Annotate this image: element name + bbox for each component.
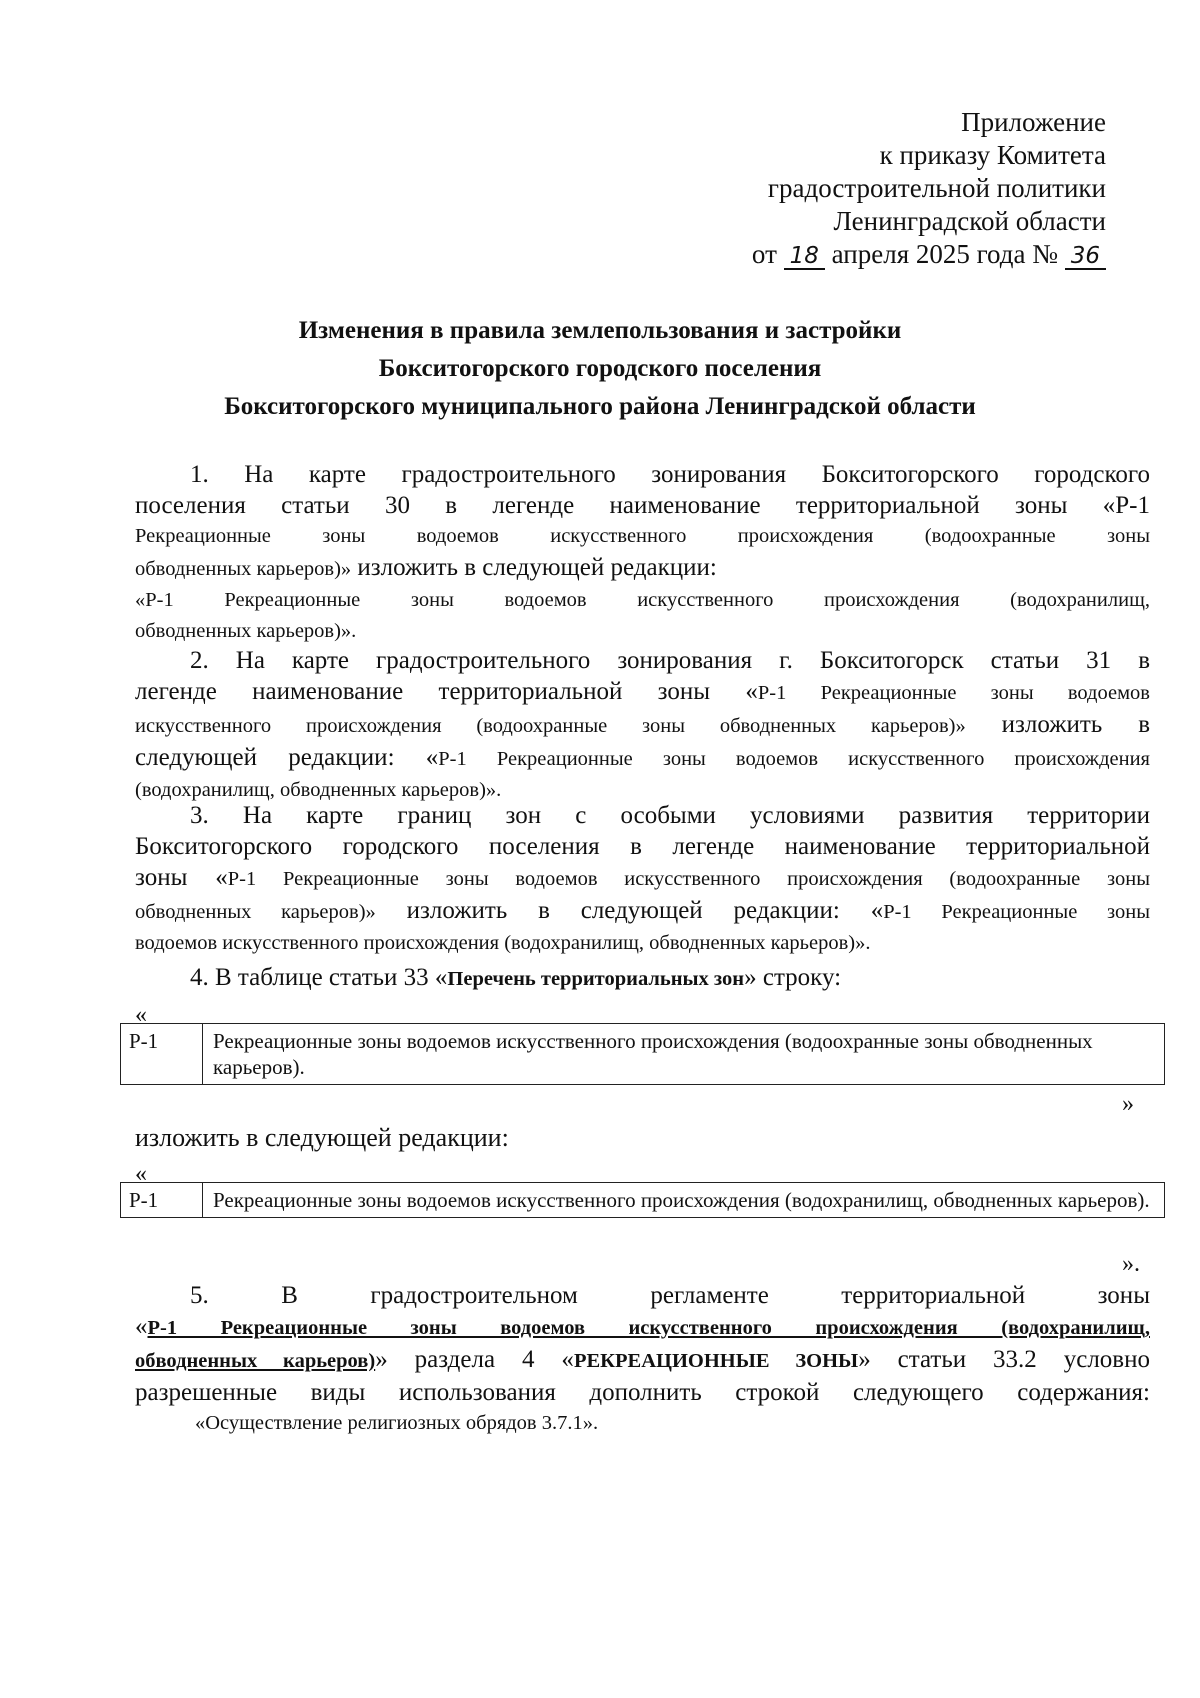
text-run: » статьи 33.2 условно bbox=[858, 1346, 1150, 1373]
annex-line: к приказу Комитета bbox=[879, 140, 1106, 170]
paragraph-line bbox=[135, 1344, 1150, 1377]
annex-header bbox=[752, 106, 1106, 271]
zone-name: Р-1 Рекреационные зоны bbox=[883, 901, 1150, 923]
open-quote: « bbox=[135, 1002, 147, 1028]
zone-name: Р-1 Рекреационные зоны водоемов искусственного происхождения (водохранилищ, bbox=[147, 1317, 1150, 1339]
paragraph-line: (водохранилищ, обводненных карьеров)». bbox=[135, 779, 502, 801]
paragraph-line bbox=[135, 676, 1150, 709]
close-quote: » bbox=[1122, 1091, 1134, 1117]
paragraph-line bbox=[135, 1311, 1150, 1344]
paragraph-2 bbox=[135, 645, 1150, 806]
section-title: РЕКРЕАЦИОННЫЕ ЗОНЫ bbox=[573, 1350, 859, 1372]
paragraph-line: обводненных карьеров)». bbox=[135, 620, 357, 642]
annex-line: Приложение bbox=[961, 107, 1106, 137]
zone-code-cell: Р-1 bbox=[121, 1183, 203, 1218]
paragraph-line: 1. На карте градостроительного зонирования Бокситогорского городского bbox=[190, 461, 1150, 488]
handwritten-day: 18 bbox=[784, 244, 825, 270]
paragraph-line: Бокситогорского городского поселения в легенде наименование территориальной bbox=[135, 833, 1150, 860]
handwritten-order-number: 36 bbox=[1065, 244, 1106, 270]
zone-name: Р-1 Рекреационные зоны водоемов искусственного происхождения bbox=[438, 748, 1150, 770]
paragraph-line: водоемов искусственного происхождения (водохранилищ, обводненных карьеров)». bbox=[135, 932, 871, 954]
paragraph-line: 3. На карте границ зон с особыми условиями развития территории bbox=[190, 802, 1150, 829]
text-run: « bbox=[135, 1313, 148, 1340]
paragraph-line bbox=[135, 709, 1150, 742]
text-run: изложить в следующей редакции: bbox=[351, 554, 717, 581]
paragraph-line: «Осуществление религиозных обрядов 3.7.1». bbox=[195, 1412, 599, 1434]
text-run: » раздела 4 « bbox=[375, 1346, 574, 1373]
paragraph-line: 2. На карте градостроительного зонирования г. Бокситогорск статьи 31 в bbox=[190, 647, 1150, 674]
zone-code-cell: Р-1 bbox=[121, 1024, 203, 1085]
zone-name: обводненных карьеров)» bbox=[135, 558, 352, 580]
zone-name: Р-1 Рекреационные зоны водоемов искусственного происхождения (водоохранные зоны bbox=[227, 868, 1150, 890]
annex-date-line bbox=[752, 238, 1106, 271]
title-line: Бокситогорского городского поселения bbox=[378, 355, 822, 382]
paragraph-line bbox=[135, 742, 1150, 775]
title-line: Бокситогорского муниципального района Ленинградской области bbox=[224, 393, 976, 420]
zone-name-cell: Рекреационные зоны водоемов искусственного происхождения (водохранилищ, обводненных карьеров). bbox=[203, 1183, 1165, 1218]
document-title bbox=[0, 312, 1200, 426]
text-run: » строку: bbox=[744, 964, 842, 991]
annex-line: градостроительной политики bbox=[767, 173, 1106, 203]
zone-name: обводненных карьеров)» bbox=[135, 901, 376, 923]
annex-line: Ленинградской области bbox=[833, 206, 1106, 236]
paragraph-line bbox=[135, 552, 1150, 585]
paragraph-1 bbox=[135, 459, 1150, 647]
zone-name: обводненных карьеров) bbox=[135, 1350, 376, 1372]
table-title: Перечень территориальных зон bbox=[447, 968, 745, 990]
open-quote: « bbox=[135, 1161, 147, 1187]
paragraph-line: «Р-1 Рекреационные зоны водоемов искусственного происхождения (водохранилищ, bbox=[135, 589, 1150, 611]
paragraph-line: разрешенные виды использования дополнить строкой следующего содержания: bbox=[135, 1379, 1150, 1406]
text-run: легенде наименование территориальной зоны « bbox=[135, 678, 758, 705]
paragraph-line: поселения статьи 30 в легенде наименование территориальной зоны «Р-1 bbox=[135, 492, 1150, 519]
paragraph-line bbox=[135, 862, 1150, 895]
old-zone-table bbox=[120, 1023, 1165, 1085]
table-row bbox=[121, 1183, 1165, 1218]
zone-name: искусственного происхождения (водоохранные зоны обводненных карьеров)» bbox=[135, 715, 966, 737]
title-line: Изменения в правила землепользования и застройки bbox=[298, 317, 902, 344]
text-run: следующей редакции: « bbox=[135, 744, 439, 771]
date-prefix: от bbox=[751, 239, 777, 269]
table-row bbox=[121, 1024, 1165, 1085]
text-run: изложить в следующей редакции: « bbox=[375, 897, 884, 924]
text-run: изложить в bbox=[965, 711, 1150, 738]
paragraph-line bbox=[135, 895, 1150, 928]
date-month-year: апреля 2025 года № bbox=[831, 239, 1058, 269]
zone-name-cell: Рекреационные зоны водоемов искусственного происхождения (водоохранные зоны обводненных карьеров). bbox=[203, 1024, 1165, 1085]
text-run: 4. В таблице статьи 33 « bbox=[190, 964, 448, 991]
paragraph-line: Рекреационные зоны водоемов искусственного происхождения (водоохранные зоны bbox=[135, 525, 1150, 547]
paragraph-line: изложить в следующей редакции: bbox=[135, 1123, 509, 1152]
paragraph-line bbox=[135, 962, 1150, 995]
new-zone-table bbox=[120, 1182, 1165, 1218]
paragraph-4 bbox=[135, 962, 1150, 995]
paragraph-3 bbox=[135, 800, 1150, 959]
zone-name: Р-1 Рекреационные зоны водоемов bbox=[757, 682, 1150, 704]
text-run: зоны « bbox=[135, 864, 228, 891]
paragraph-5 bbox=[135, 1280, 1150, 1439]
close-quote: ». bbox=[1122, 1251, 1140, 1277]
paragraph-line: 5. В градостроительном регламенте территориальной зоны bbox=[190, 1282, 1150, 1309]
